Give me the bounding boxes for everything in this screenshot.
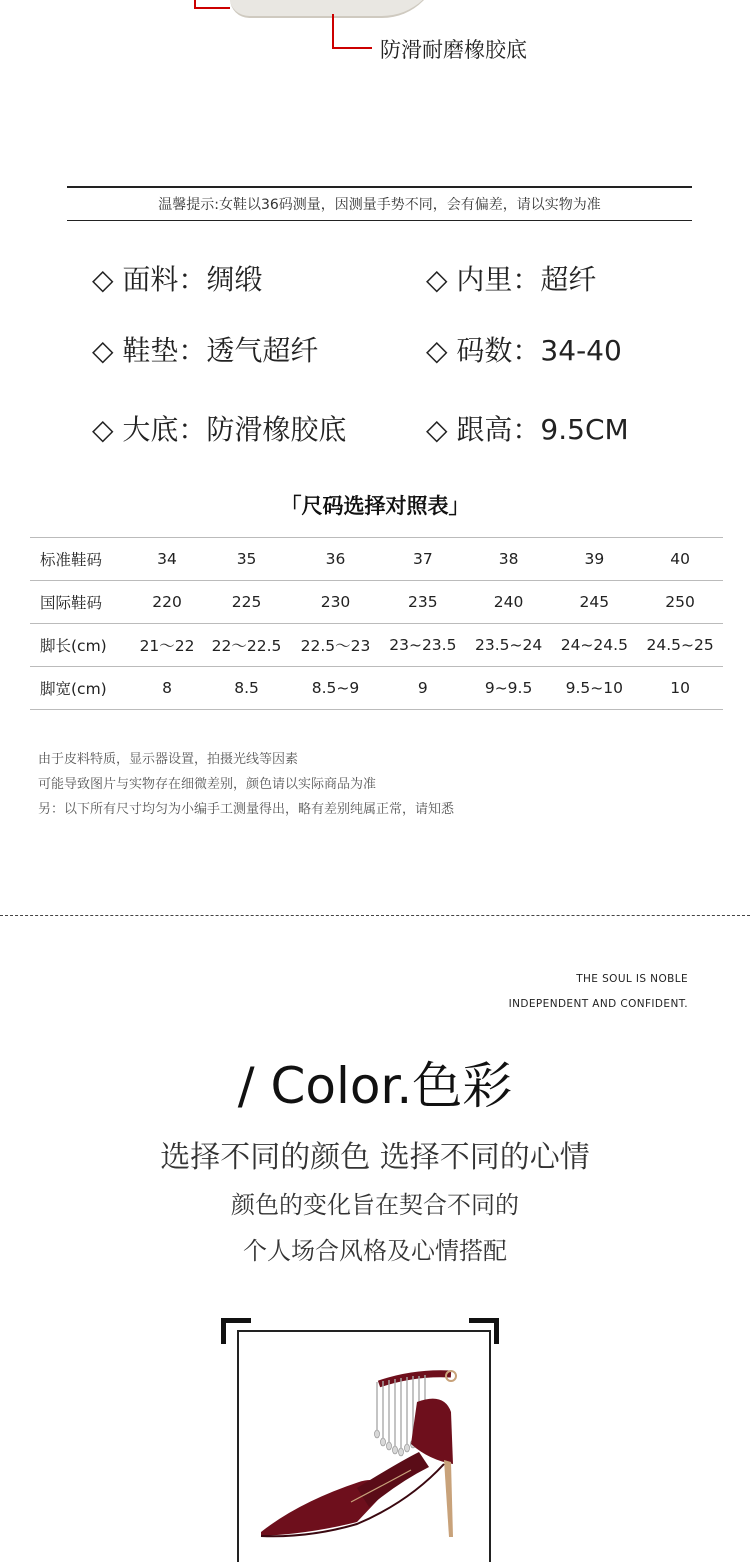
size-chart-cell: 250: [665, 593, 695, 611]
size-chart-cell: 36: [325, 550, 346, 568]
size-chart-row-header: 标准鞋码: [40, 551, 103, 569]
callout-line: [194, 7, 230, 9]
size-chart-cell: 8.5~9: [311, 679, 360, 697]
size-chart-cell: 225: [231, 593, 262, 611]
size-chart-row-header: 脚宽(cm): [40, 680, 107, 698]
size-chart-cell: 9.5~10: [565, 679, 623, 697]
color-description: 颜色的变化旨在契合不同的: [231, 1191, 519, 1219]
size-chart-cell: 235: [408, 593, 438, 611]
tagline-line2: INDEPENDENT AND CONFIDENT.: [508, 998, 688, 1010]
size-chart-row: [30, 667, 723, 710]
size-chart-cell: 35: [236, 550, 257, 568]
spec-heel-height: ◇ 跟高：9.5CM: [426, 413, 629, 446]
size-chart-cell: 34: [157, 550, 177, 568]
callout-line: [332, 14, 334, 48]
frame-bracket: [494, 1318, 499, 1344]
size-chart-cell: 240: [493, 593, 524, 611]
size-chart-cell: 245: [579, 593, 610, 611]
divider: [67, 186, 692, 188]
color-description: 个人场合风格及心情搭配: [243, 1237, 507, 1265]
size-chart-cell: 9: [417, 679, 428, 697]
shoe-sole-image: [230, 0, 440, 18]
size-chart-row: [30, 581, 723, 624]
size-chart-row: [30, 538, 723, 581]
size-chart-cell: 230: [320, 593, 351, 611]
size-chart-cell: 23~23.5: [389, 636, 457, 654]
size-chart-cell: 21～22: [139, 637, 195, 655]
callout-line: [332, 47, 372, 49]
size-chart-cell: 23.5~24: [474, 636, 543, 654]
size-chart-cell: 38: [498, 550, 519, 568]
note-line: 由于皮料特质，显示器设置，拍摄光线等因素: [38, 752, 299, 767]
tagline-line1: THE SOUL IS NOBLE: [576, 973, 688, 985]
spec-lining: ◇ 内里：超纤: [426, 263, 597, 296]
size-chart-cell: 220: [152, 593, 182, 611]
note-line: 可能导致图片与实物存在细微差别，颜色请以实际商品为准: [38, 777, 377, 792]
size-chart-cell: 10: [670, 679, 690, 697]
size-chart-cell: 40: [670, 550, 690, 568]
color-slogan: 选择不同的颜色 选择不同的心情: [160, 1140, 590, 1175]
size-tip: 温馨提示:女鞋以36码测量，因测量手势不同，会有偏差，请以实物为准: [158, 197, 601, 213]
burgundy-heel-image: [239, 1332, 489, 1562]
size-chart-cell: 39: [584, 550, 605, 568]
size-chart-cell: 9~9.5: [484, 679, 533, 697]
size-chart-table: [30, 537, 723, 710]
size-chart-cell: 24~24.5: [560, 636, 628, 654]
size-chart-cell: 8: [162, 679, 172, 697]
size-chart-title: 「尺码选择对照表」: [280, 494, 470, 518]
spec-outsole: ◇ 大底：防滑橡胶底: [92, 413, 347, 446]
callout-label: 防滑耐磨橡胶底: [380, 38, 527, 62]
divider: [67, 220, 692, 221]
size-chart-row: [30, 624, 723, 667]
product-photo: [237, 1330, 491, 1562]
color-section-title: / Color.色彩: [237, 1057, 513, 1115]
size-chart-cell: 37: [412, 550, 433, 568]
size-chart-row-header: 脚长(cm): [40, 637, 107, 655]
note-line: 另：以下所有尺寸均匀为小编手工测量得出，略有差别纯属正常，请知悉: [38, 802, 455, 817]
spec-material: ◇ 面料：绸缎: [92, 263, 263, 296]
size-chart-cell: 22～22.5: [211, 637, 282, 655]
frame-bracket: [221, 1318, 226, 1344]
spec-insole: ◇ 鞋垫：透气超纤: [92, 334, 319, 367]
spec-sizes: ◇ 码数：34-40: [426, 334, 622, 367]
size-chart-cell: 8.5: [234, 679, 259, 697]
size-chart-cell: 24.5~25: [646, 636, 714, 654]
size-chart-row-header: 国际鞋码: [40, 594, 103, 612]
dashed-divider: [0, 915, 750, 916]
size-chart-cell: 22.5～23: [300, 637, 371, 655]
